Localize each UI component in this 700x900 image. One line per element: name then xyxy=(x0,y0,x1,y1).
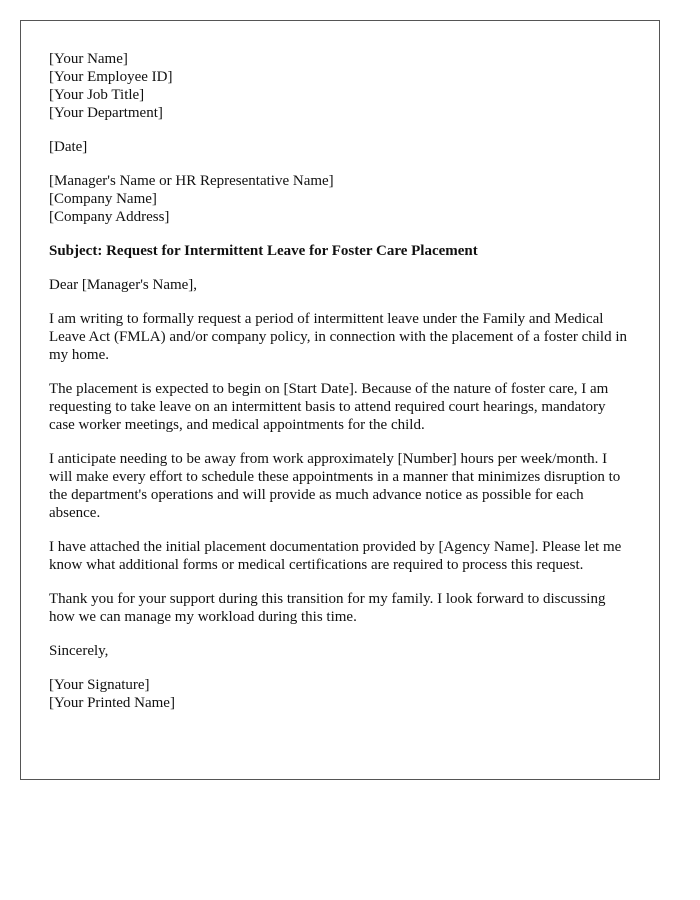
recipient-block xyxy=(49,172,631,226)
sender-department: [Your Department] xyxy=(49,105,163,121)
body-paragraph-1: I am writing to formally request a period of intermittent leave under the Family and Medical Leave Act (FMLA) and/or company policy, in connection with the placement of a foster child in my home. xyxy=(49,311,628,363)
sender-name: [Your Name] xyxy=(49,51,128,67)
printed-name: [Your Printed Name] xyxy=(49,695,175,711)
body-paragraph-2: The placement is expected to begin on [Start Date]. Because of the nature of foster care, I am requesting to take leave on an intermittent basis to attend required court hearings, mandatory case worker meetings, and medical appointments for the child. xyxy=(49,381,609,433)
recipient-name: [Manager's Name or HR Representative Name] xyxy=(49,173,334,189)
recipient-company: [Company Name] xyxy=(49,191,157,207)
sender-employee-id: [Your Employee ID] xyxy=(49,69,173,85)
signature-block xyxy=(49,676,631,712)
body-paragraph-5: Thank you for your support during this transition for my family. I look forward to discussing how we can manage my workload during this time. xyxy=(49,591,606,625)
body-paragraph-4: I have attached the initial placement documentation provided by [Agency Name]. Please let me know what additional forms or medical certifications are required to process this request. xyxy=(49,539,622,573)
subject-line: Subject: Request for Intermittent Leave for Foster Care Placement xyxy=(49,243,478,259)
salutation: Dear [Manager's Name], xyxy=(49,277,198,293)
letter-page xyxy=(20,20,660,780)
closing: Sincerely, xyxy=(49,643,109,659)
letter-date: [Date] xyxy=(49,139,88,155)
recipient-address: [Company Address] xyxy=(49,209,170,225)
signature-line: [Your Signature] xyxy=(49,677,150,693)
date-block xyxy=(49,138,631,156)
sender-block xyxy=(49,50,631,122)
sender-job-title: [Your Job Title] xyxy=(49,87,145,103)
body-paragraph-3: I anticipate needing to be away from work approximately [Number] hours per week/month. I will make every effort to schedule these appointments in a manner that minimizes disruption to the department's operations and will provide as much advance notice as possible for each absence. xyxy=(49,451,621,521)
